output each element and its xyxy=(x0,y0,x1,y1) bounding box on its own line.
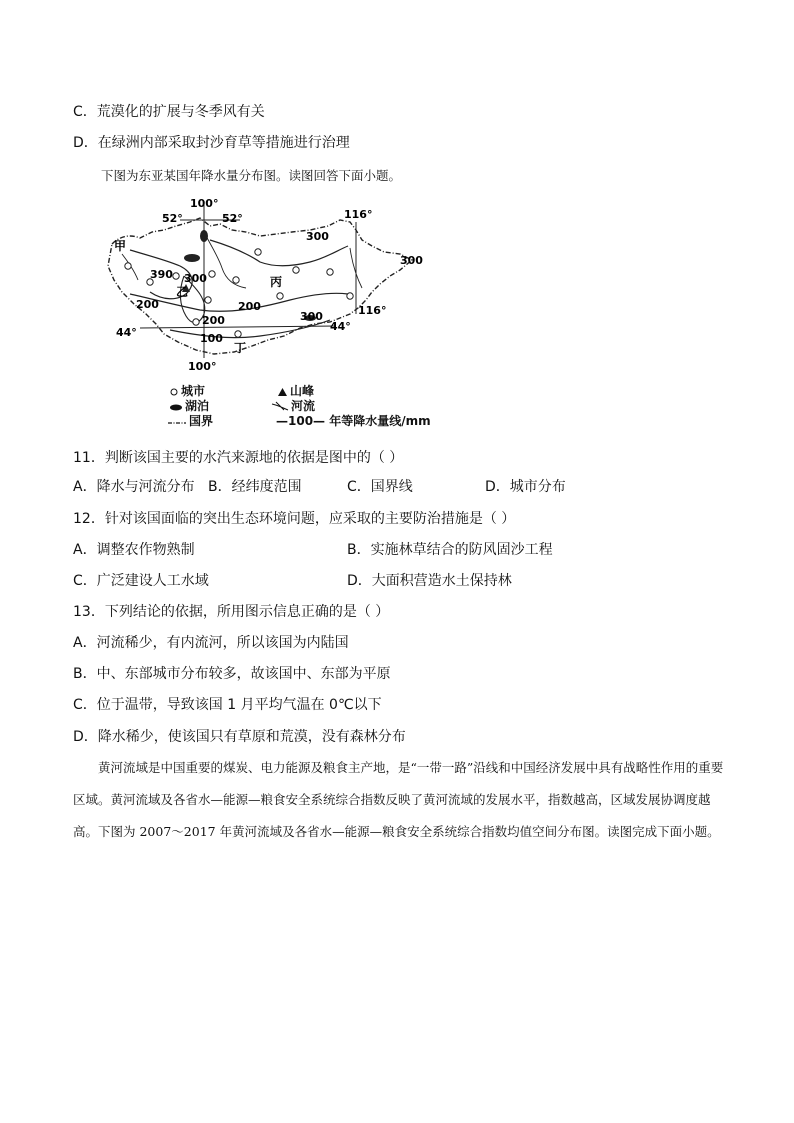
river-icon xyxy=(272,400,288,414)
q13-option-a: A．河流稀少，有内流河，所以该国为内陆国 xyxy=(73,635,349,651)
q11-option-b: B．经纬度范围 xyxy=(208,479,302,495)
q13-option-b: B．中、东部城市分布较多，故该国中、东部为平原 xyxy=(73,666,391,682)
map-intro: 下图为东亚某国年降水量分布图。读图回答下面小题。 xyxy=(101,168,402,183)
isohyet-label: 390 xyxy=(150,268,173,281)
city xyxy=(235,331,241,337)
city xyxy=(233,277,239,283)
lat-bottom-left-label: 44° xyxy=(116,326,137,339)
lat-top-right-label: 52° xyxy=(222,212,243,225)
city xyxy=(173,273,179,279)
precipitation-map xyxy=(100,196,423,374)
place-label-bing: 丙 xyxy=(270,275,283,289)
city xyxy=(293,267,299,273)
lake xyxy=(184,254,200,262)
legend-isohyet xyxy=(276,414,431,428)
q11-stem: 11．判断该国主要的水汽来源地的依据是图中的（ ） xyxy=(73,450,404,466)
isohyet-300-central xyxy=(210,240,348,266)
lon-bottom-label: 100° xyxy=(188,360,217,373)
border-icon xyxy=(168,415,186,429)
q11-option-c: C．国界线 xyxy=(347,479,413,495)
legend-river: 河流 xyxy=(272,399,315,414)
city xyxy=(193,319,199,325)
city xyxy=(209,271,215,277)
isohyet-label: 200 xyxy=(136,298,159,311)
legend-border: 国界 xyxy=(168,414,213,429)
peak-icon xyxy=(278,385,287,399)
legend-city: 城市 xyxy=(170,384,205,399)
city xyxy=(327,269,333,275)
option-d-prev: D．在绿洲内部采取封沙育草等措施进行治理 xyxy=(73,135,350,151)
place-label-jia: 甲 xyxy=(114,239,127,253)
country-border xyxy=(108,218,412,354)
city xyxy=(277,293,283,299)
isohyet-label: 300 xyxy=(306,230,329,243)
legend-peak: 山峰 xyxy=(278,384,314,399)
isohyet-label: 200 xyxy=(202,314,225,327)
lat-top-left-label: 52° xyxy=(162,212,183,225)
isohyet-label: 200 xyxy=(238,300,261,313)
lon-bottom-right-label: 116° xyxy=(358,304,387,317)
q12-option-a: A．调整农作物熟制 xyxy=(73,542,195,558)
q13-stem: 13．下列结论的依据，所用图示信息正确的是（ ） xyxy=(73,604,390,620)
q12-option-b: B．实施林草结合的防风固沙工程 xyxy=(347,542,553,558)
lake xyxy=(200,230,208,242)
isohyet-label: 100 xyxy=(200,332,223,345)
q12-option-c: C．广泛建设人工水域 xyxy=(73,573,209,589)
yellow-river-intro: 黄河流域是中国重要的煤炭、电力能源及粮食主产地，是“一带一路”沿线和中国经济发展中具有战略性作用的重要区域。黄河流域及各省水—能源—粮食安全系统综合指数反映了黄河流域的发展水平，指数越高，区域发展协调度越高。下图为 2007～2017 年黄河流域及各省水—能源—粮食安全系统综合指数均值空间分布图。读图完成下面小题。 xyxy=(73,760,724,839)
city xyxy=(125,263,131,269)
legend-lake: 湖泊 xyxy=(170,399,209,414)
city xyxy=(255,249,261,255)
lon-top-label: 100° xyxy=(190,197,219,210)
isohyet-label: 300 xyxy=(184,272,207,285)
q12-stem: 12．针对该国面临的突出生态环境问题，应采取的主要防治措施是（ ） xyxy=(73,511,516,527)
isohyet-label: 300 xyxy=(400,254,423,267)
option-c-prev: C．荒漠化的扩展与冬季风有关 xyxy=(73,104,265,120)
lake-icon xyxy=(170,400,182,414)
place-label-yi: 乙 xyxy=(176,285,189,299)
q13-option-c: C．位于温带，导致该国 1 月平均气温在 0℃以下 xyxy=(73,697,382,713)
q13-option-d: D．降水稀少，使该国只有草原和荒漠，没有森林分布 xyxy=(73,729,406,745)
city xyxy=(347,293,353,299)
q11-option-d: D．城市分布 xyxy=(485,479,566,495)
q11-option-a: A．降水与河流分布 xyxy=(73,479,195,495)
city-icon xyxy=(170,385,178,399)
isohyet-legend-label: 年等降水量线/mm xyxy=(329,414,431,428)
isohyet-sample: —100— xyxy=(276,414,326,428)
city xyxy=(205,297,211,303)
isohyet-label: 300 xyxy=(300,310,323,323)
q12-option-d: D．大面积营造水土保持林 xyxy=(347,573,512,589)
lon-top-right-label: 116° xyxy=(344,208,373,221)
lat-bottom-right-label: 44° xyxy=(330,320,351,333)
place-label-ding: 丁 xyxy=(234,341,247,355)
